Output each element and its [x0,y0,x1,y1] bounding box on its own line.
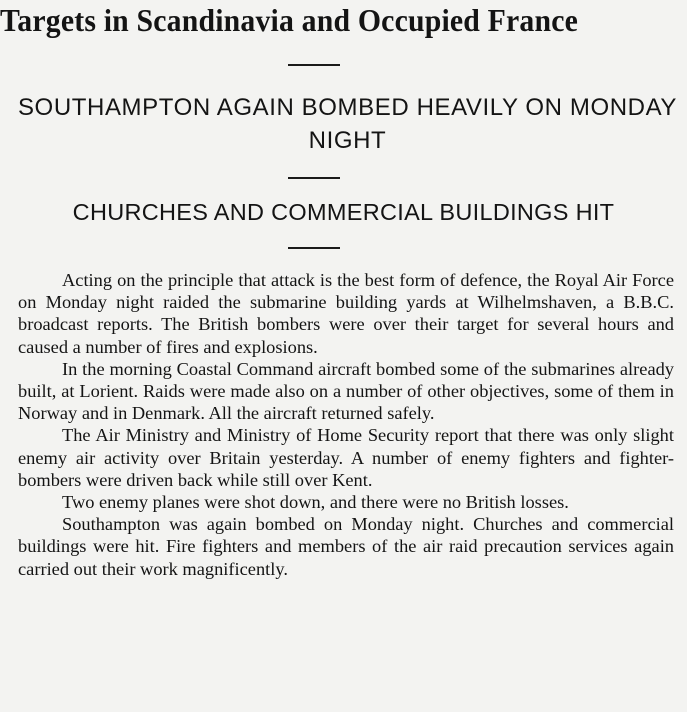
main-headline: SOUTHAMPTON AGAIN BOMBED HEAVILY ON MONDAY NIGHT [17,94,678,154]
divider-rule [288,177,340,179]
subheadline: CHURCHES AND COMMERCIAL BUILDINGS HIT [72,199,615,225]
paragraph: In the morning Coastal Command aircraft bombed some of the submarines already built, at Lorient. Raids were made also on a number of other objectives, some of them in Norway and in Denmark. All the aircraft returned safely. [18,358,674,424]
paragraph: Acting on the principle that attack is the best form of defence, the Royal Air Force on Monday night raided the submarine building yards at Wilhelmshaven, a B.B.C. broadcast reports. The British bombers were over their target for several hours and caused a number of fires and explosions. [18,270,674,357]
divider-rule [288,64,340,66]
paragraph: The Air Ministry and Ministry of Home Security report that there was only slight enemy air activity over Britain yesterday. A number of enemy fighters and fighter-bombers were driven back while still over Kent. [18,425,674,490]
paragraph: Two enemy planes were shot down, and there were no British losses. [62,492,569,513]
divider-rule [288,247,340,249]
paragraph: Southampton was again bombed on Monday night. Churches and commercial buildings were hit. Fire fighters and members of the air raid precaution services again carried out their work magnificently. [18,514,674,579]
article-body [18,269,674,580]
kicker-headline: Targets in Scandinavia and Occupied France [0,2,579,38]
